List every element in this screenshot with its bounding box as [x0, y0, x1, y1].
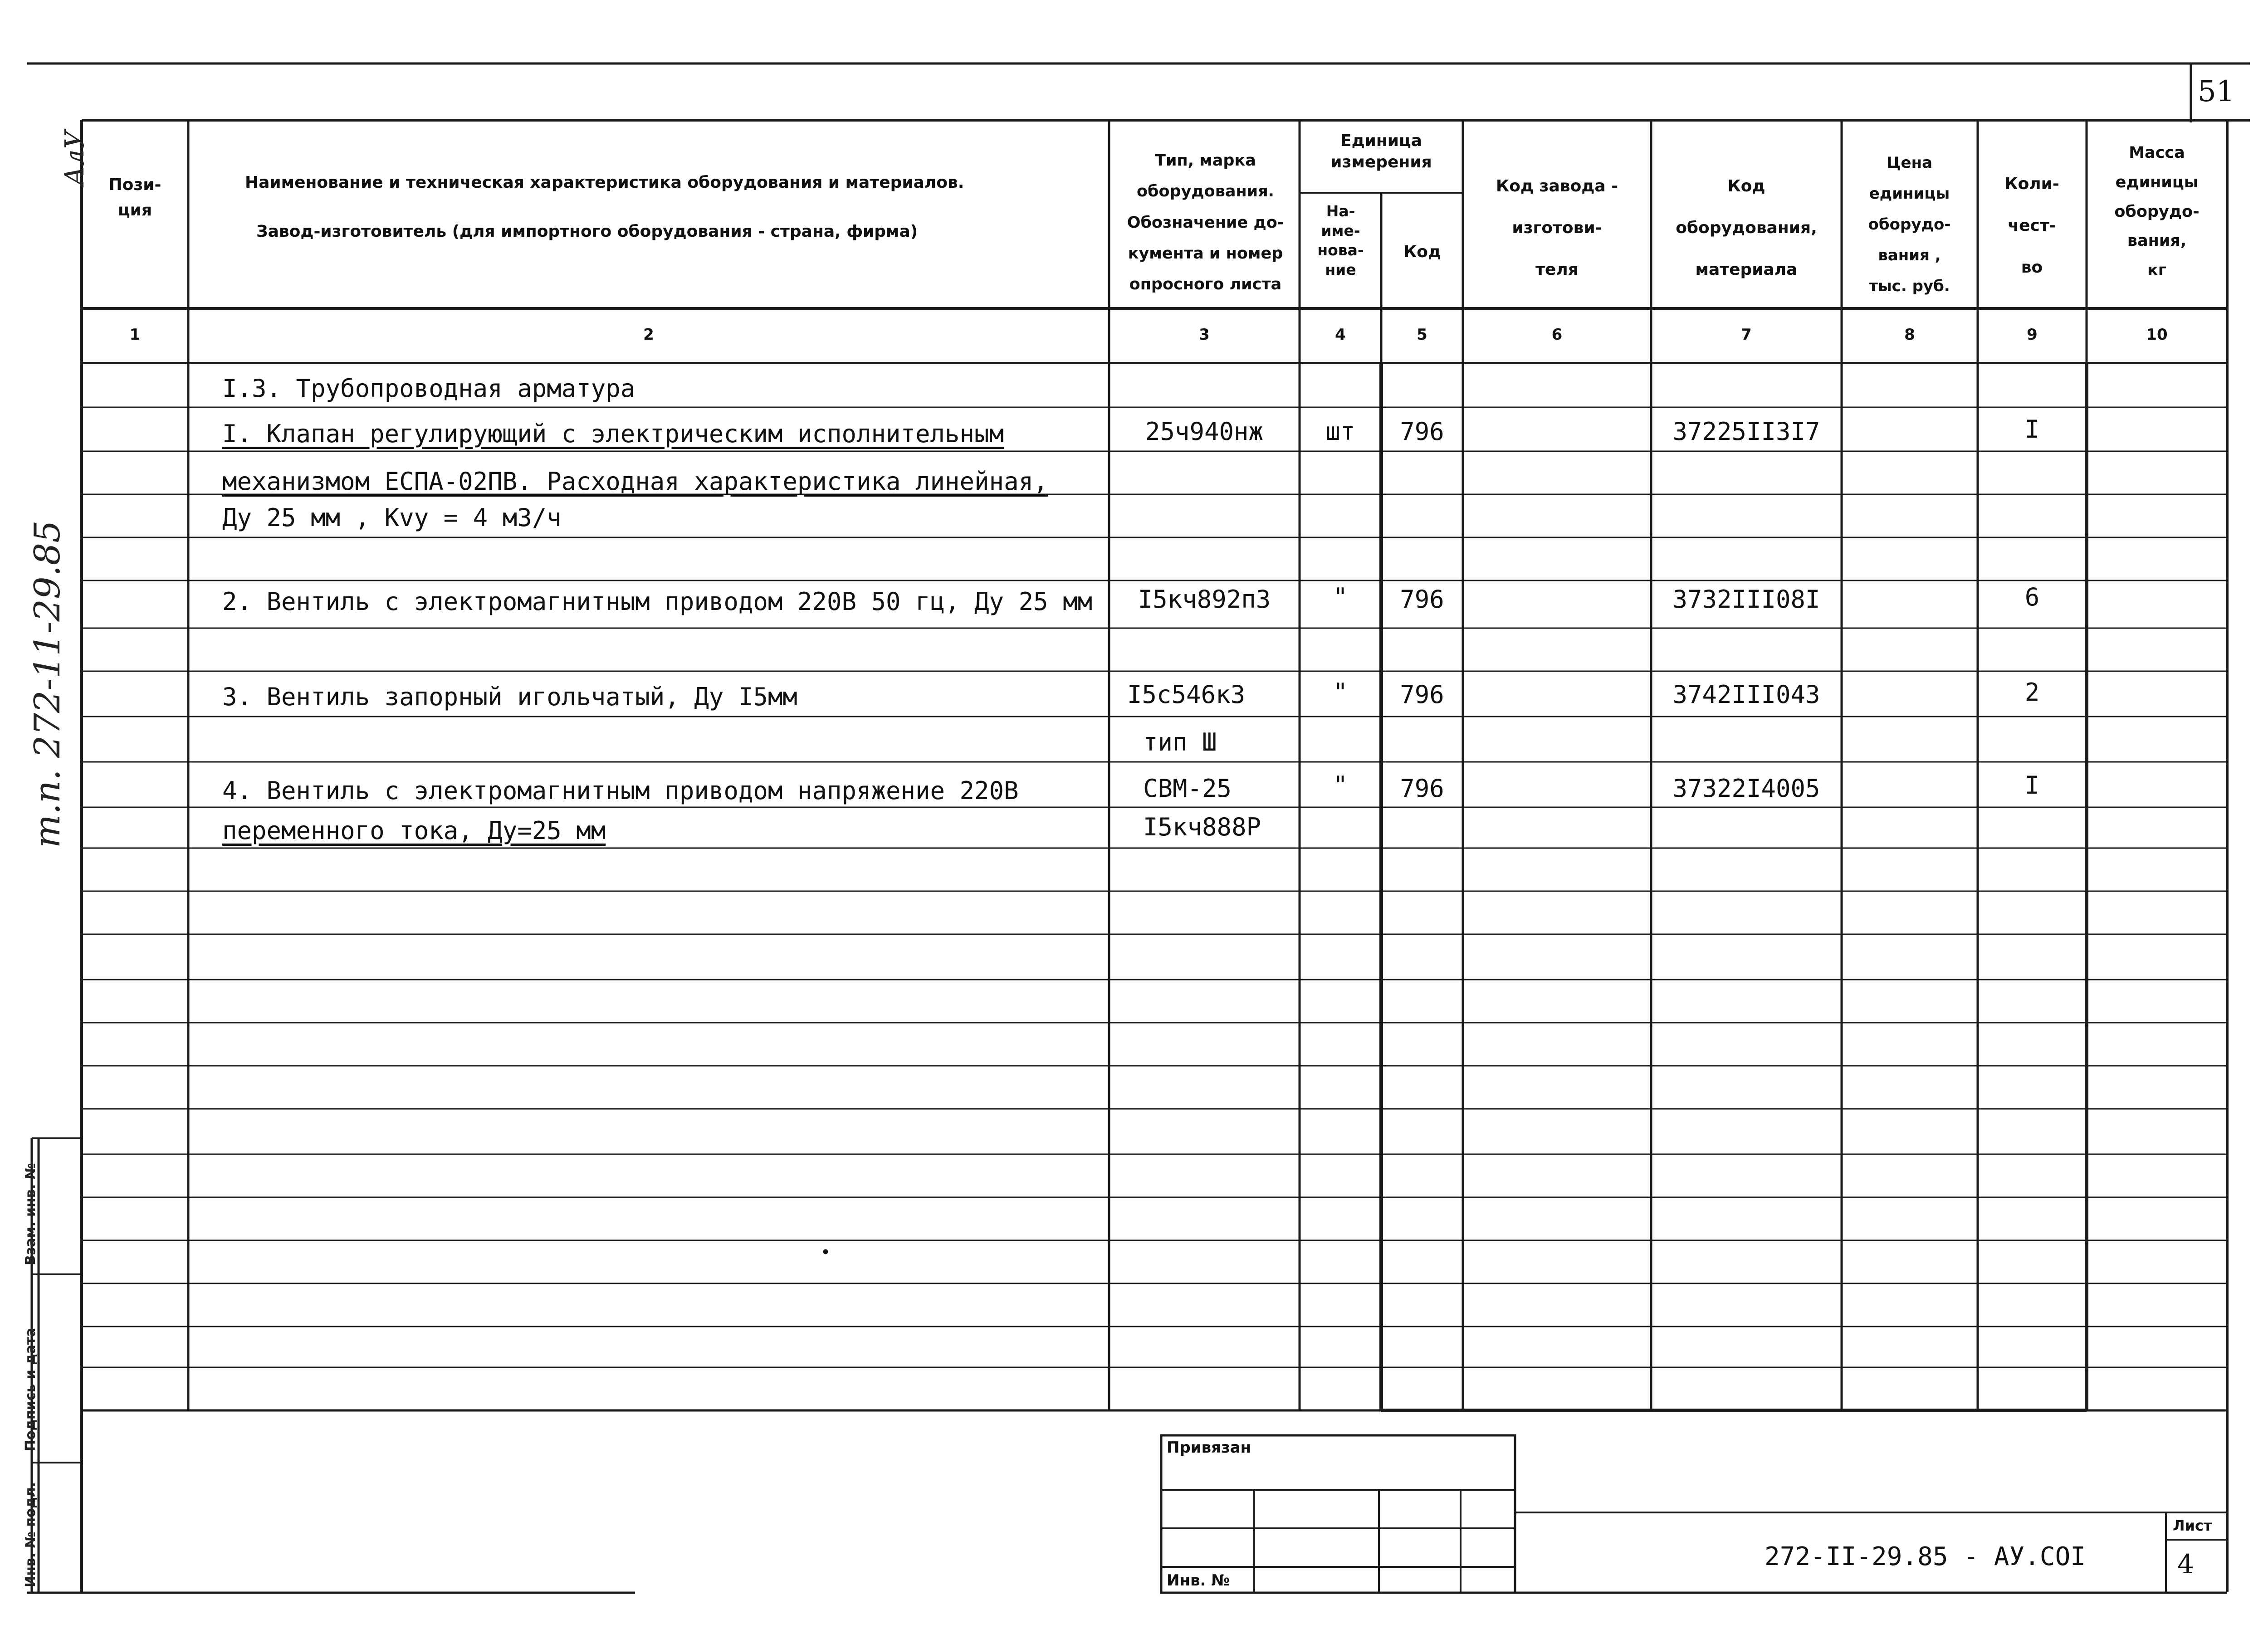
item-name: переменного тока, Ду=25 мм	[222, 816, 606, 845]
item-name: 4. Вентиль с электромагнитным приводом напряжение 220В	[222, 776, 1019, 805]
item-equip-code: 3732III08I	[1672, 585, 1820, 614]
column-number: 6	[1551, 326, 1563, 344]
column-number: 8	[1904, 326, 1915, 344]
item-type: I5кч888Р	[1143, 813, 1261, 841]
page-number: 51	[2198, 75, 2235, 108]
item-unit-code: 796	[1400, 680, 1444, 709]
header-col7: Код оборудования, материала	[1676, 177, 1817, 279]
signature-date-label: Подпись и дата	[23, 1327, 39, 1451]
item-name: I. Клапан регулирующий с электрическим исполнительным	[222, 419, 1004, 448]
item-qty: 2	[2024, 678, 2040, 707]
column-number: 9	[2027, 326, 2038, 344]
item-unit: "	[1333, 583, 1348, 611]
header-unit-group: Единица измерения	[1330, 132, 1432, 171]
item-type: I5с546к3	[1127, 680, 1246, 709]
header-col2-line1: Наименование и техническая характеристика оборудования и материалов.	[245, 173, 964, 192]
header-col4: На- име- нова- ние	[1317, 202, 1364, 278]
sheet-number: 4	[2177, 1549, 2194, 1580]
header-col3: Тип, марка оборудования. Обозначение до- кумента и номер опросного листа	[1127, 151, 1284, 293]
header-col2-line2: Завод-изготовитель (для импортного оборудования - страна, фирма)	[256, 222, 918, 241]
column-number: 5	[1417, 326, 1427, 344]
header-col5: Код	[1403, 243, 1442, 261]
header-col10: Масса единицы оборудо- вания, кг	[2114, 144, 2200, 279]
item-unit: "	[1333, 771, 1348, 800]
header-col9: Коли- чест- во	[2004, 175, 2059, 277]
item-qty: I	[2024, 415, 2040, 444]
column-number: 1	[129, 326, 141, 344]
column-number: 4	[1335, 326, 1346, 344]
column-number: 3	[1199, 326, 1210, 344]
header-col6: Код завода - изготови- теля	[1496, 177, 1618, 279]
item-equip-code: 37225II3I7	[1672, 417, 1820, 446]
item-unit: "	[1333, 678, 1348, 707]
inv-label: Инв. №	[1167, 1571, 1230, 1590]
item-unit-code: 796	[1400, 417, 1444, 446]
item-qty: 6	[2024, 583, 2040, 611]
item-type: тип Ш	[1143, 728, 1217, 756]
item-equip-code: 3742III043	[1672, 680, 1820, 709]
sheet-label: Лист	[2173, 1517, 2212, 1534]
item-name: 3. Вентиль запорный игольчатый, Ду I5мм	[222, 683, 797, 711]
header-col1: Пози- ция	[108, 176, 161, 219]
item-unit-code: 796	[1400, 774, 1444, 803]
side-code: т.п. 272-11-29.85	[27, 520, 68, 848]
header-col8: Цена единицы оборудо- вания , тыс. руб.	[1868, 154, 1951, 295]
item-type: I5кч892п3	[1138, 585, 1271, 614]
item-unit: шт	[1325, 417, 1355, 446]
column-number: 7	[1741, 326, 1752, 344]
item-qty: I	[2024, 771, 2040, 800]
bound-label: Привязан	[1167, 1439, 1251, 1457]
item-name: Ду 25 мм , Кvу = 4 м3/ч	[222, 503, 562, 532]
section-title: I.3. Трубопроводная арматура	[222, 374, 635, 403]
item-type: СВМ-25	[1143, 774, 1232, 803]
document-number: 272-II-29.85 - АУ.COI	[1765, 1542, 2086, 1571]
side-label: АлУ	[59, 130, 90, 186]
original-inv-label: Инв. № подл.	[23, 1482, 39, 1587]
item-unit-code: 796	[1400, 585, 1444, 614]
item-name: 2. Вентиль с электромагнитным приводом 220В 50 гц, Ду 25 мм	[222, 587, 1093, 616]
item-type: 25ч940нж	[1145, 417, 1264, 446]
column-number: 2	[643, 326, 654, 344]
item-equip-code: 37322I4005	[1672, 774, 1820, 803]
item-name: механизмом ЕСПА-02ПВ. Расходная характеристика линейная,	[222, 467, 1048, 496]
column-number: 10	[2146, 326, 2168, 344]
replace-inv-label: Взам. инв. №	[23, 1163, 39, 1265]
